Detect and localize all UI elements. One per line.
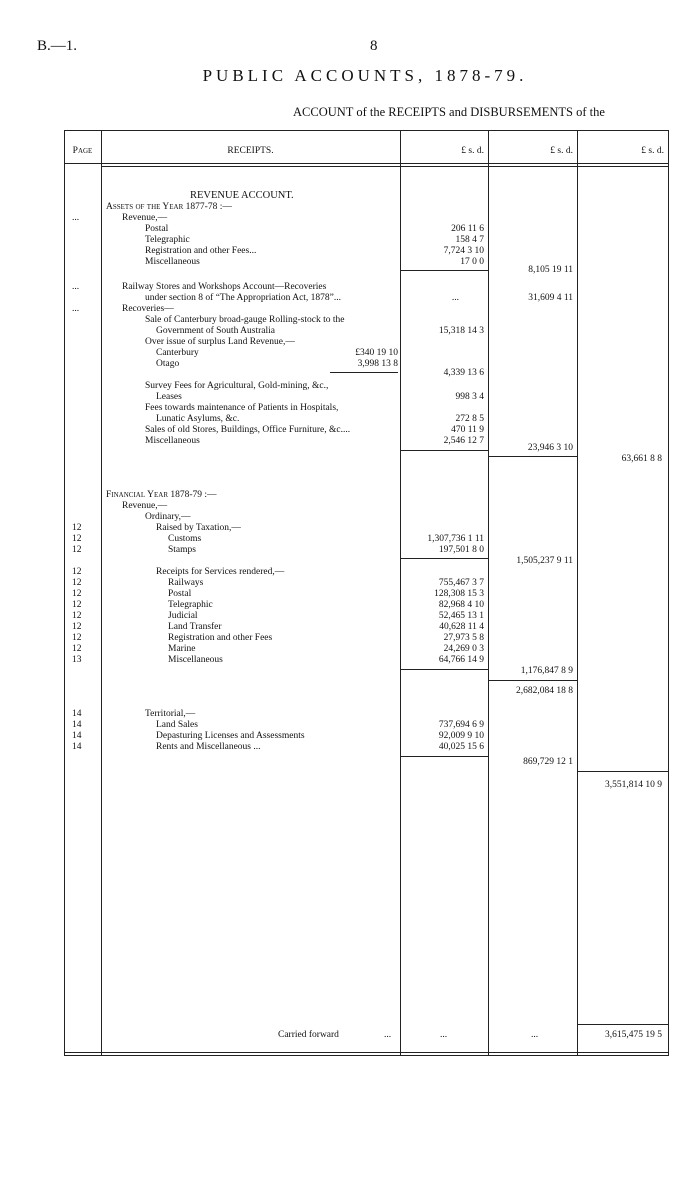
- carried-forward-c1: ...: [440, 1030, 448, 1040]
- services-total: 1,176,847 8 9: [520, 666, 573, 676]
- taxation-item-label: Stamps: [168, 545, 196, 555]
- fy-heading: Financial Year 1878-79 :—: [106, 490, 217, 500]
- revenue-label: Revenue,—: [122, 213, 168, 223]
- services-item-label: Registration and other Fees: [168, 633, 273, 643]
- services-item-amount: 27,973 5 8: [443, 633, 484, 643]
- sale-label-cont: Government of South Australia: [156, 326, 275, 336]
- survey-label-cont: Leases: [156, 392, 182, 402]
- page-ref: 12: [72, 633, 82, 643]
- page-ref: 12: [72, 644, 82, 654]
- column-header-amount-2: £ s. d.: [550, 146, 573, 156]
- services-item-label: Marine: [168, 644, 196, 654]
- services-label: Receipts for Services rendered,—: [156, 567, 285, 577]
- sale-amount: 15,318 14 3: [438, 326, 484, 336]
- services-item-label: Railways: [168, 578, 204, 588]
- carried-forward-label: Carried forward: [278, 1030, 339, 1040]
- page-ref: 12: [72, 611, 82, 621]
- territorial-total: 869,729 12 1: [523, 757, 573, 767]
- assets-item-amount: 158 4 7: [455, 235, 484, 245]
- territorial-item-label: Rents and Miscellaneous ...: [156, 742, 261, 752]
- document-reference: B.—1.: [37, 38, 78, 54]
- recoveries-subtotal: 23,946 3 10: [527, 443, 573, 453]
- fees-amount: 272 8 5: [455, 414, 484, 424]
- page-ref: 12: [72, 600, 82, 610]
- services-item-label: Land Transfer: [168, 622, 222, 632]
- page-ref: 12: [72, 567, 82, 577]
- assets-item-label: Miscellaneous: [145, 257, 200, 267]
- assets-item-amount: 17 0 0: [460, 257, 484, 267]
- territorial-item-amount: 737,694 6 9: [438, 720, 484, 730]
- fy-total: 3,551,814 10 9: [605, 780, 662, 790]
- page-ref: 12: [72, 534, 82, 544]
- section-title: REVENUE ACCOUNT.: [190, 190, 294, 201]
- assets-item-label: Telegraphic: [145, 235, 190, 245]
- services-item-amount: 755,467 3 7: [438, 578, 484, 588]
- ordinary-label: Ordinary,—: [145, 512, 191, 522]
- page-ref: 12: [72, 578, 82, 588]
- taxation-label: Raised by Taxation,—: [156, 523, 241, 533]
- assets-total: 63,661 8 8: [621, 454, 662, 464]
- taxation-total: 1,505,237 9 11: [516, 556, 573, 566]
- railway-label-cont: under section 8 of “The Appropriation Act, 1878”...: [145, 293, 342, 303]
- fees-label: Fees towards maintenance of Patients in Hospitals,: [145, 403, 339, 413]
- sales-amount: 470 11 9: [451, 425, 484, 435]
- page-number: 8: [370, 38, 378, 54]
- surplus-label: Over issue of surplus Land Revenue,—: [145, 337, 295, 347]
- ordinary-total: 2,682,084 18 8: [516, 686, 573, 696]
- column-header-amount-1: £ s. d.: [461, 146, 484, 156]
- page-ref: 12: [72, 589, 82, 599]
- page-ref: 14: [72, 742, 82, 752]
- surplus-total: 4,339 13 6: [443, 368, 484, 378]
- page-ref: 13: [72, 655, 82, 665]
- taxation-item-amount: 197,501 8 0: [438, 545, 484, 555]
- taxation-item-label: Customs: [168, 534, 202, 544]
- services-item-amount: 24,269 0 3: [443, 644, 484, 654]
- canterbury-amount: £340 19 10: [355, 348, 398, 358]
- page-title: PUBLIC ACCOUNTS, 1878-79.: [202, 66, 528, 85]
- territorial-item-label: Land Sales: [156, 720, 198, 730]
- services-item-amount: 64,766 14 9: [438, 655, 484, 665]
- page-ref: 12: [72, 545, 82, 555]
- assets-heading: Assets of the Year 1877-78 :—: [106, 202, 232, 212]
- recoveries-label: Recoveries—: [122, 304, 174, 314]
- column-header-page: Page: [72, 146, 93, 156]
- railway-label: Railway Stores and Workshops Account—Recoveries: [122, 282, 327, 292]
- territorial-item-label: Depasturing Licenses and Assessments: [156, 731, 305, 741]
- territorial-item-amount: 40,025 15 6: [438, 742, 484, 752]
- page-ref: ...: [72, 304, 80, 314]
- fy-revenue-label: Revenue,—: [122, 501, 168, 511]
- territorial-item-amount: 92,009 9 10: [438, 731, 484, 741]
- canterbury-label: Canterbury: [156, 348, 199, 358]
- services-item-amount: 52,465 13 1: [438, 611, 484, 621]
- column-header-receipts: RECEIPTS.: [227, 146, 274, 156]
- assets-subtotal: 8,105 19 11: [528, 265, 573, 275]
- services-item-amount: 128,308 15 3: [434, 589, 484, 599]
- sales-label: Sales of old Stores, Buildings, Office Furniture, &c....: [145, 425, 351, 435]
- page-ref: ...: [72, 213, 80, 223]
- assets-item-amount: 7,724 3 10: [443, 246, 484, 256]
- services-item-label: Telegraphic: [168, 600, 213, 610]
- assets-item-amount: 206 11 6: [451, 224, 484, 234]
- page-ref: ...: [72, 282, 80, 292]
- column-header-amount-3: £ s. d.: [641, 146, 664, 156]
- services-item-label: Judicial: [168, 611, 198, 621]
- services-item-label: Postal: [168, 589, 192, 599]
- misc2-amount: 2,546 12 7: [443, 436, 484, 446]
- page-ref: 12: [72, 622, 82, 632]
- services-item-label: Miscellaneous: [168, 655, 223, 665]
- page-ref: 14: [72, 731, 82, 741]
- page-ref: 14: [72, 720, 82, 730]
- carried-forward-c2: ...: [531, 1030, 539, 1040]
- page-ref: 14: [72, 709, 82, 719]
- page-ref: 12: [72, 523, 82, 533]
- survey-label: Survey Fees for Agricultural, Gold-mining, &c.,: [145, 381, 329, 391]
- otago-amount: 3,998 13 8: [357, 359, 398, 369]
- railway-ellipsis: ...: [451, 293, 459, 303]
- taxation-item-amount: 1,307,736 1 11: [427, 534, 484, 544]
- assets-item-label: Postal: [145, 224, 169, 234]
- carried-forward-amount: 3,615,475 19 5: [605, 1030, 662, 1040]
- services-item-amount: 40,628 11 4: [439, 622, 484, 632]
- railway-amount: 31,609 4 11: [528, 293, 573, 303]
- assets-item-label: Registration and other Fees...: [145, 246, 257, 256]
- territorial-label: Territorial,—: [145, 709, 196, 719]
- misc2-label: Miscellaneous: [145, 436, 200, 446]
- fees-label-cont: Lunatic Asylums, &c.: [156, 414, 240, 424]
- page-subtitle: ACCOUNT of the RECEIPTS and DISBURSEMENTS of the: [293, 105, 605, 119]
- otago-label: Otago: [156, 359, 180, 369]
- survey-amount: 998 3 4: [455, 392, 484, 402]
- carried-forward-dots: ...: [384, 1030, 392, 1040]
- sale-label: Sale of Canterbury broad-gauge Rolling-stock to the: [145, 315, 345, 325]
- services-item-amount: 82,968 4 10: [438, 600, 484, 610]
